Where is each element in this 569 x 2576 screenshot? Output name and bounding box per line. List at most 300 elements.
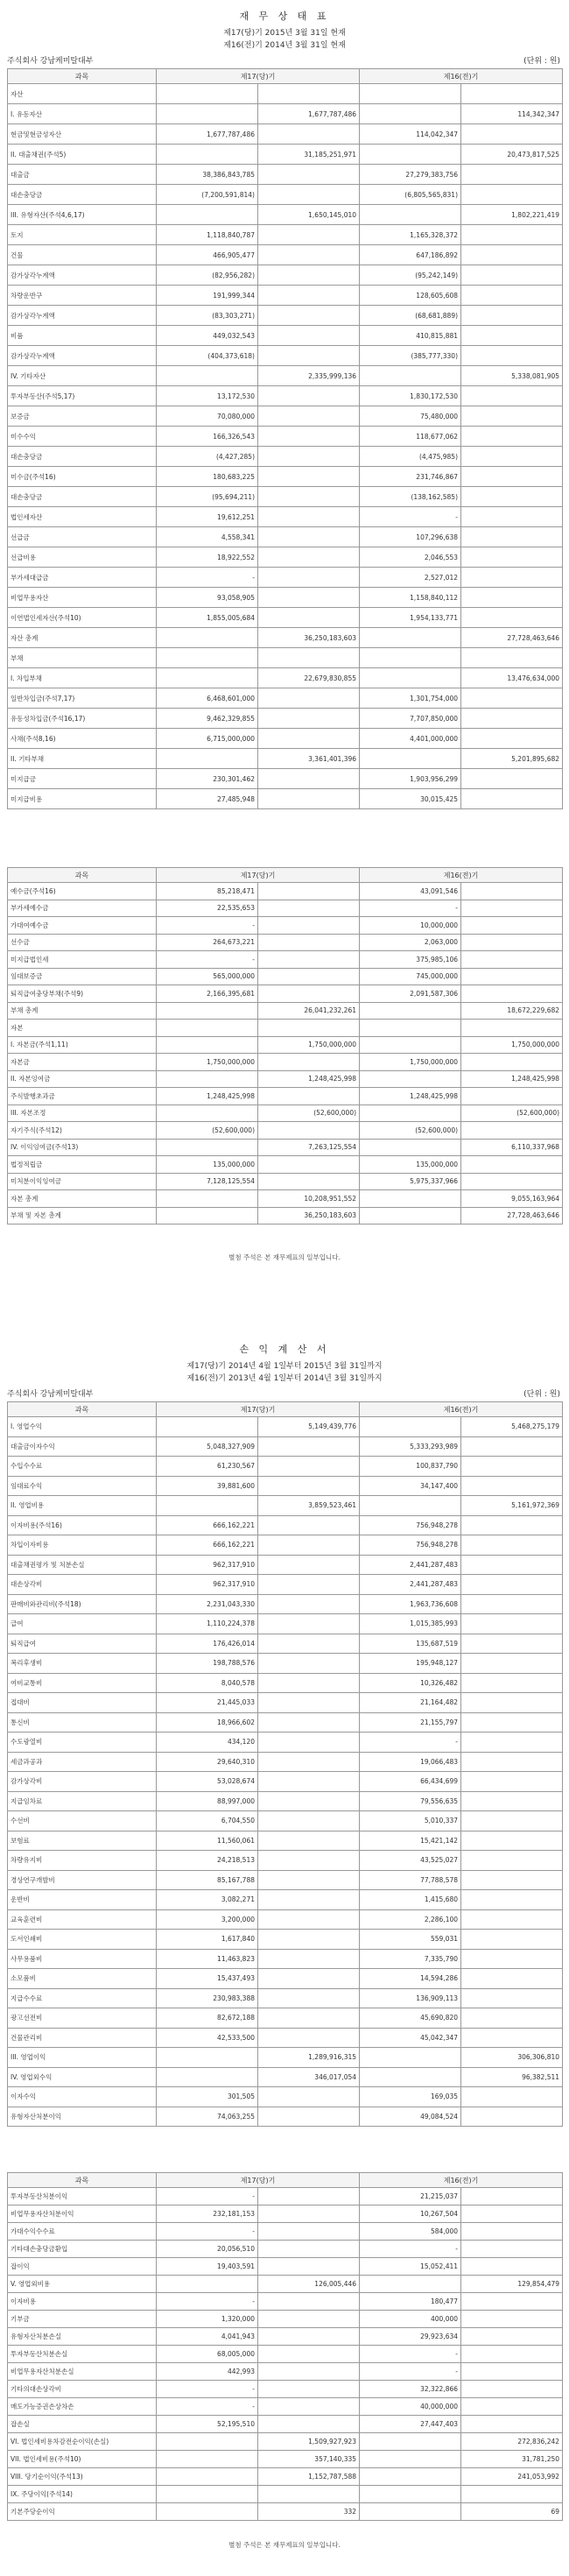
amount-cell: 1,677,787,486 bbox=[258, 104, 360, 124]
table-row bbox=[8, 917, 563, 935]
amount-cell: 53,028,674 bbox=[157, 1772, 258, 1792]
table-row bbox=[8, 985, 563, 1003]
amount-cell: 30,015,425 bbox=[360, 789, 461, 809]
account-label: VIII. 당기순이익(주석13) bbox=[8, 2468, 157, 2486]
table-row bbox=[8, 1105, 563, 1122]
amount-cell bbox=[258, 2008, 360, 2029]
amount-cell: (404,373,618) bbox=[157, 346, 258, 366]
table-row bbox=[8, 2486, 563, 2503]
amount-cell: 40,000,000 bbox=[360, 2398, 461, 2416]
balance-sheet-company: 주식회사 강남케미탈대부 bbox=[7, 57, 94, 66]
table-row bbox=[8, 951, 563, 969]
amount-cell bbox=[157, 1417, 258, 1437]
amount-cell bbox=[461, 1594, 563, 1614]
income-statement-table-1 bbox=[7, 1401, 563, 2127]
amount-cell bbox=[157, 2468, 258, 2486]
amount-cell: 3,361,401,396 bbox=[258, 749, 360, 769]
amount-cell: 1,830,172,530 bbox=[360, 386, 461, 406]
account-label: 보험료 bbox=[8, 1831, 157, 1851]
income-statement-period-prior: 제16(전)기 2013년 4월 1일부터 2014년 3월 31일까지 bbox=[186, 1374, 383, 1383]
table-row bbox=[8, 547, 563, 568]
amount-cell bbox=[461, 225, 563, 245]
amount-cell: 264,673,221 bbox=[157, 934, 258, 951]
amount-cell: 74,063,255 bbox=[157, 2107, 258, 2127]
amount-cell: 135,000,000 bbox=[360, 1156, 461, 1174]
amount-cell: 7,128,125,554 bbox=[157, 1173, 258, 1190]
amount-cell bbox=[258, 951, 360, 969]
amount-cell: 20,473,817,525 bbox=[461, 145, 563, 165]
table-row bbox=[8, 165, 563, 185]
table-row bbox=[8, 1122, 563, 1140]
balance-sheet-title: 재 무 상 태 표 bbox=[239, 11, 330, 22]
amount-cell: 6,110,337,968 bbox=[461, 1139, 563, 1156]
table-row bbox=[8, 1594, 563, 1614]
amount-cell bbox=[461, 1988, 563, 2008]
amount-cell: 1,289,916,315 bbox=[258, 2048, 360, 2068]
amount-cell: 357,140,335 bbox=[258, 2451, 360, 2468]
amount-cell: - bbox=[360, 507, 461, 527]
amount-cell bbox=[157, 1002, 258, 1020]
table-row bbox=[8, 386, 563, 406]
amount-cell: 10,000,000 bbox=[360, 917, 461, 935]
income-statement-unit: (단위 : 원) bbox=[523, 1390, 560, 1399]
table-row bbox=[8, 205, 563, 225]
amount-cell bbox=[360, 145, 461, 165]
amount-cell: 21,155,797 bbox=[360, 1712, 461, 1733]
amount-cell: 27,728,463,646 bbox=[461, 1207, 563, 1224]
amount-cell: 22,679,830,855 bbox=[258, 668, 360, 688]
table-row bbox=[8, 286, 563, 306]
amount-cell bbox=[461, 2107, 563, 2127]
account-label: 지급수수료 bbox=[8, 1988, 157, 2008]
account-label: 선수금 bbox=[8, 934, 157, 951]
amount-cell bbox=[157, 2433, 258, 2451]
amount-cell bbox=[461, 588, 563, 608]
amount-cell: 27,447,403 bbox=[360, 2416, 461, 2433]
amount-cell bbox=[258, 709, 360, 729]
amount-cell bbox=[360, 205, 461, 225]
column-header: 제16(전)기 bbox=[360, 69, 563, 84]
column-header: 과목 bbox=[8, 2173, 157, 2188]
column-header: 제17(당)기 bbox=[157, 1402, 360, 1417]
table-row bbox=[8, 1088, 563, 1105]
amount-cell bbox=[157, 84, 258, 104]
amount-cell bbox=[258, 165, 360, 185]
table-row bbox=[8, 789, 563, 809]
account-label: 감가상각비 bbox=[8, 1772, 157, 1792]
table-row bbox=[8, 346, 563, 366]
amount-cell: 15,052,411 bbox=[360, 2258, 461, 2276]
amount-cell: 169,035 bbox=[360, 2087, 461, 2107]
balance-sheet-footnote: 별첨 주석은 본 재무제표의 일부입니다. bbox=[228, 1253, 341, 1261]
amount-cell bbox=[461, 1457, 563, 1477]
table-row bbox=[8, 1476, 563, 1496]
column-header: 과목 bbox=[8, 69, 157, 84]
amount-cell: 75,480,000 bbox=[360, 406, 461, 427]
amount-cell: (6,805,565,831) bbox=[360, 185, 461, 205]
income-statement-period-current: 제17(당)기 2014년 4월 1일부터 2015년 3월 31일까지 bbox=[186, 1362, 383, 1371]
column-header: 제16(전)기 bbox=[360, 868, 563, 883]
account-label: 급여 bbox=[8, 1614, 157, 1634]
amount-cell: 195,948,127 bbox=[360, 1654, 461, 1674]
account-label: 퇴직급여충당부채(주석9) bbox=[8, 985, 157, 1003]
column-header: 제17(당)기 bbox=[157, 69, 360, 84]
amount-cell: 1,248,425,998 bbox=[258, 1070, 360, 1088]
amount-cell bbox=[461, 265, 563, 286]
amount-cell bbox=[258, 769, 360, 789]
amount-cell bbox=[258, 2398, 360, 2416]
table-row bbox=[8, 1851, 563, 1871]
amount-cell: 1,750,000,000 bbox=[258, 1036, 360, 1054]
amount-cell bbox=[461, 2328, 563, 2346]
amount-cell: 230,983,388 bbox=[157, 1988, 258, 2008]
amount-cell bbox=[258, 1088, 360, 1105]
table-row bbox=[8, 2107, 563, 2127]
amount-cell bbox=[461, 934, 563, 951]
amount-cell bbox=[461, 487, 563, 507]
account-label: 자기주식(주석12) bbox=[8, 1122, 157, 1140]
amount-cell: - bbox=[360, 2363, 461, 2381]
table-header-row bbox=[8, 2173, 563, 2188]
account-label: 부채 bbox=[8, 648, 157, 668]
table-row bbox=[8, 1207, 563, 1224]
account-label: 미지급법인세 bbox=[8, 951, 157, 969]
amount-cell bbox=[461, 1752, 563, 1772]
account-label: II. 기타부채 bbox=[8, 749, 157, 769]
amount-cell bbox=[360, 1190, 461, 1208]
amount-cell: (4,475,985) bbox=[360, 447, 461, 467]
table-row bbox=[8, 1173, 563, 1190]
account-label: 보증금 bbox=[8, 406, 157, 427]
amount-cell: 1,301,754,000 bbox=[360, 688, 461, 709]
table-row bbox=[8, 2028, 563, 2048]
amount-cell bbox=[461, 2223, 563, 2241]
account-label: 차량운반구 bbox=[8, 286, 157, 306]
amount-cell: 962,317,910 bbox=[157, 1555, 258, 1575]
amount-cell: (4,427,285) bbox=[157, 447, 258, 467]
table-row bbox=[8, 2223, 563, 2241]
table-row bbox=[8, 1575, 563, 1595]
table-row bbox=[8, 1870, 563, 1890]
amount-cell: 1,750,000,000 bbox=[360, 1054, 461, 1071]
amount-cell bbox=[360, 1207, 461, 1224]
amount-cell: 19,403,591 bbox=[157, 2258, 258, 2276]
amount-cell bbox=[258, 427, 360, 447]
amount-cell bbox=[258, 1673, 360, 1693]
amount-cell bbox=[360, 1496, 461, 1516]
table-row bbox=[8, 84, 563, 104]
account-label: IV. 영업외수익 bbox=[8, 2067, 157, 2087]
amount-cell bbox=[258, 2328, 360, 2346]
amount-cell bbox=[461, 527, 563, 547]
table-row bbox=[8, 104, 563, 124]
amount-cell bbox=[157, 1105, 258, 1122]
amount-cell bbox=[258, 245, 360, 265]
account-label: 유형자산처분손실 bbox=[8, 2328, 157, 2346]
table-row bbox=[8, 185, 563, 205]
table-row bbox=[8, 1791, 563, 1811]
table-row bbox=[8, 648, 563, 668]
amount-cell bbox=[360, 2451, 461, 2468]
amount-cell bbox=[258, 1535, 360, 1556]
amount-cell: - bbox=[360, 2241, 461, 2258]
account-label: II. 자본잉여금 bbox=[8, 1070, 157, 1088]
account-label: 선급금 bbox=[8, 527, 157, 547]
balance-sheet-period-prior: 제16(전)기 2014년 3월 31일 현재 bbox=[223, 41, 346, 50]
amount-cell: 77,788,578 bbox=[360, 1870, 461, 1890]
amount-cell bbox=[461, 2008, 563, 2029]
amount-cell bbox=[258, 1752, 360, 1772]
amount-cell: - bbox=[157, 951, 258, 969]
amount-cell: 756,948,278 bbox=[360, 1515, 461, 1535]
account-label: 미지급금 bbox=[8, 769, 157, 789]
amount-cell bbox=[157, 1020, 258, 1037]
table-row bbox=[8, 265, 563, 286]
amount-cell: 2,527,012 bbox=[360, 568, 461, 588]
amount-cell bbox=[461, 1969, 563, 1989]
amount-cell: 434,120 bbox=[157, 1733, 258, 1753]
amount-cell: 1,750,000,000 bbox=[157, 1054, 258, 1071]
table-row bbox=[8, 2416, 563, 2433]
table-header-row bbox=[8, 69, 563, 84]
amount-cell bbox=[157, 205, 258, 225]
table-row bbox=[8, 1614, 563, 1634]
table-row bbox=[8, 1930, 563, 1950]
amount-cell bbox=[157, 628, 258, 648]
amount-cell bbox=[258, 2311, 360, 2328]
amount-cell bbox=[360, 1139, 461, 1156]
table-row bbox=[8, 968, 563, 985]
table-row bbox=[8, 1036, 563, 1054]
amount-cell: 745,000,000 bbox=[360, 968, 461, 985]
amount-cell bbox=[461, 1673, 563, 1693]
account-label: 복리후생비 bbox=[8, 1654, 157, 1674]
amount-cell bbox=[258, 507, 360, 527]
amount-cell bbox=[461, 286, 563, 306]
amount-cell: 66,434,699 bbox=[360, 1772, 461, 1792]
amount-cell bbox=[258, 1020, 360, 1037]
amount-cell bbox=[258, 648, 360, 668]
amount-cell: 11,560,061 bbox=[157, 1831, 258, 1851]
account-label: I. 차입부채 bbox=[8, 668, 157, 688]
amount-cell bbox=[461, 729, 563, 749]
amount-cell: 13,172,530 bbox=[157, 386, 258, 406]
amount-cell: 135,000,000 bbox=[157, 1156, 258, 1174]
amount-cell bbox=[461, 789, 563, 809]
amount-cell bbox=[461, 386, 563, 406]
account-label: VI. 법인세비용차감전순이익(손실) bbox=[8, 2433, 157, 2451]
account-label: 수선비 bbox=[8, 1811, 157, 1831]
account-label: 부가세예수금 bbox=[8, 900, 157, 917]
table-row bbox=[8, 1654, 563, 1674]
amount-cell: 442,993 bbox=[157, 2363, 258, 2381]
amount-cell: 61,230,567 bbox=[157, 1457, 258, 1477]
amount-cell: 31,781,250 bbox=[461, 2451, 563, 2468]
amount-cell bbox=[157, 749, 258, 769]
amount-cell bbox=[360, 2433, 461, 2451]
amount-cell: 1,320,000 bbox=[157, 2311, 258, 2328]
amount-cell bbox=[461, 648, 563, 668]
account-label: 교육훈련비 bbox=[8, 1909, 157, 1930]
amount-cell: 3,200,000 bbox=[157, 1909, 258, 1930]
amount-cell: 68,005,000 bbox=[157, 2346, 258, 2363]
amount-cell: 1,158,840,112 bbox=[360, 588, 461, 608]
account-label: 자본 총계 bbox=[8, 1190, 157, 1208]
amount-cell bbox=[157, 2503, 258, 2521]
amount-cell: 756,948,278 bbox=[360, 1535, 461, 1556]
amount-cell bbox=[258, 2346, 360, 2363]
account-label: 도서인쇄비 bbox=[8, 1930, 157, 1950]
account-label: 미처분이익잉여금 bbox=[8, 1173, 157, 1190]
amount-cell: 18,966,602 bbox=[157, 1712, 258, 1733]
amount-cell bbox=[258, 2293, 360, 2311]
table-row bbox=[8, 1436, 563, 1457]
amount-cell bbox=[360, 104, 461, 124]
amount-cell bbox=[360, 2468, 461, 2486]
table-row bbox=[8, 1712, 563, 1733]
amount-cell: 2,441,287,483 bbox=[360, 1555, 461, 1575]
amount-cell: 332 bbox=[258, 2503, 360, 2521]
amount-cell: (7,200,591,814) bbox=[157, 185, 258, 205]
amount-cell: 11,463,823 bbox=[157, 1949, 258, 1969]
amount-cell bbox=[360, 1020, 461, 1037]
table-row bbox=[8, 1555, 563, 1575]
amount-cell bbox=[461, 2205, 563, 2223]
account-label: 투자부동산처분손실 bbox=[8, 2346, 157, 2363]
amount-cell bbox=[461, 1122, 563, 1140]
amount-cell bbox=[461, 2293, 563, 2311]
amount-cell: 21,445,033 bbox=[157, 1693, 258, 1713]
amount-cell bbox=[461, 2416, 563, 2433]
amount-cell: (52,600,000) bbox=[157, 1122, 258, 1140]
table-row bbox=[8, 225, 563, 245]
account-label: 법인세자산 bbox=[8, 507, 157, 527]
amount-cell: 7,263,125,554 bbox=[258, 1139, 360, 1156]
amount-cell bbox=[461, 2381, 563, 2398]
account-label: 비업무용자산처분손실 bbox=[8, 2363, 157, 2381]
amount-cell bbox=[461, 968, 563, 985]
amount-cell bbox=[258, 985, 360, 1003]
amount-cell bbox=[157, 1036, 258, 1054]
amount-cell bbox=[258, 547, 360, 568]
account-label: 퇴직급여 bbox=[8, 1634, 157, 1654]
amount-cell: 107,296,638 bbox=[360, 527, 461, 547]
account-label: 기부금 bbox=[8, 2311, 157, 2328]
amount-cell bbox=[461, 688, 563, 709]
income-statement-title: 손 익 계 산 서 bbox=[239, 1344, 330, 1355]
amount-cell: - bbox=[157, 2188, 258, 2205]
amount-cell bbox=[157, 145, 258, 165]
table-row bbox=[8, 934, 563, 951]
account-label: 이연법인세자산(주석10) bbox=[8, 608, 157, 628]
balance-sheet-period-current: 제17(당)기 2015년 3월 31일 현재 bbox=[223, 29, 346, 38]
amount-cell: 1,509,927,923 bbox=[258, 2433, 360, 2451]
amount-cell bbox=[360, 1070, 461, 1088]
account-label: I. 자본금(주석1,11) bbox=[8, 1036, 157, 1054]
table-row bbox=[8, 2363, 563, 2381]
amount-cell: 100,837,790 bbox=[360, 1457, 461, 1477]
amount-cell: 93,058,905 bbox=[157, 588, 258, 608]
table-row bbox=[8, 245, 563, 265]
amount-cell bbox=[461, 406, 563, 427]
amount-cell bbox=[461, 1634, 563, 1654]
amount-cell: 666,162,221 bbox=[157, 1515, 258, 1535]
account-label: 토지 bbox=[8, 225, 157, 245]
amount-cell bbox=[157, 366, 258, 386]
amount-cell bbox=[258, 265, 360, 286]
amount-cell: 1,954,133,771 bbox=[360, 608, 461, 628]
amount-cell: - bbox=[360, 900, 461, 917]
amount-cell bbox=[461, 165, 563, 185]
amount-cell: 45,690,820 bbox=[360, 2008, 461, 2029]
account-label: 지급임차료 bbox=[8, 1791, 157, 1811]
amount-cell: 70,080,000 bbox=[157, 406, 258, 427]
amount-cell bbox=[258, 487, 360, 507]
amount-cell bbox=[157, 2276, 258, 2293]
amount-cell: 5,048,327,909 bbox=[157, 1436, 258, 1457]
table-row bbox=[8, 427, 563, 447]
amount-cell bbox=[360, 1105, 461, 1122]
amount-cell bbox=[258, 1733, 360, 1753]
amount-cell bbox=[461, 883, 563, 900]
amount-cell: 36,250,183,603 bbox=[258, 628, 360, 648]
amount-cell bbox=[258, 789, 360, 809]
amount-cell: 7,707,850,000 bbox=[360, 709, 461, 729]
amount-cell: 118,677,062 bbox=[360, 427, 461, 447]
account-label: 대출금이자수익 bbox=[8, 1436, 157, 1457]
table-header-row bbox=[8, 868, 563, 883]
amount-cell bbox=[461, 1930, 563, 1950]
amount-cell: 45,042,347 bbox=[360, 2028, 461, 2048]
amount-cell: 1,248,425,998 bbox=[360, 1088, 461, 1105]
account-label: III. 영업이익 bbox=[8, 2048, 157, 2068]
amount-cell: 2,046,553 bbox=[360, 547, 461, 568]
table-row bbox=[8, 2293, 563, 2311]
amount-cell bbox=[258, 1930, 360, 1950]
amount-cell: 180,683,225 bbox=[157, 467, 258, 487]
account-label: I. 영업수익 bbox=[8, 1417, 157, 1437]
account-label: 일반차입금(주석7,17) bbox=[8, 688, 157, 709]
amount-cell: 1,903,956,299 bbox=[360, 769, 461, 789]
table-row bbox=[8, 145, 563, 165]
table-row bbox=[8, 1949, 563, 1969]
table-row bbox=[8, 366, 563, 386]
amount-cell: (95,242,149) bbox=[360, 265, 461, 286]
amount-cell: 1,248,425,998 bbox=[157, 1088, 258, 1105]
account-label: 여비교통비 bbox=[8, 1673, 157, 1693]
amount-cell: 2,286,100 bbox=[360, 1909, 461, 1930]
table-row bbox=[8, 1496, 563, 1516]
amount-cell bbox=[461, 84, 563, 104]
amount-cell bbox=[360, 2486, 461, 2503]
amount-cell bbox=[258, 1969, 360, 1989]
amount-cell: 400,000 bbox=[360, 2311, 461, 2328]
amount-cell bbox=[461, 447, 563, 467]
account-label: 자산 총계 bbox=[8, 628, 157, 648]
amount-cell bbox=[258, 1654, 360, 1674]
amount-cell: 69 bbox=[461, 2503, 563, 2521]
table-row bbox=[8, 2451, 563, 2468]
amount-cell: 27,485,948 bbox=[157, 789, 258, 809]
amount-cell bbox=[157, 1207, 258, 1224]
income-statement-company: 주식회사 강남케미탈대부 bbox=[7, 1390, 94, 1399]
account-label: III. 유형자산(주석4,6,17) bbox=[8, 205, 157, 225]
amount-cell: 346,017,054 bbox=[258, 2067, 360, 2087]
table-row bbox=[8, 1070, 563, 1088]
account-label: 접대비 bbox=[8, 1693, 157, 1713]
amount-cell: 2,441,287,483 bbox=[360, 1575, 461, 1595]
amount-cell bbox=[461, 1811, 563, 1831]
